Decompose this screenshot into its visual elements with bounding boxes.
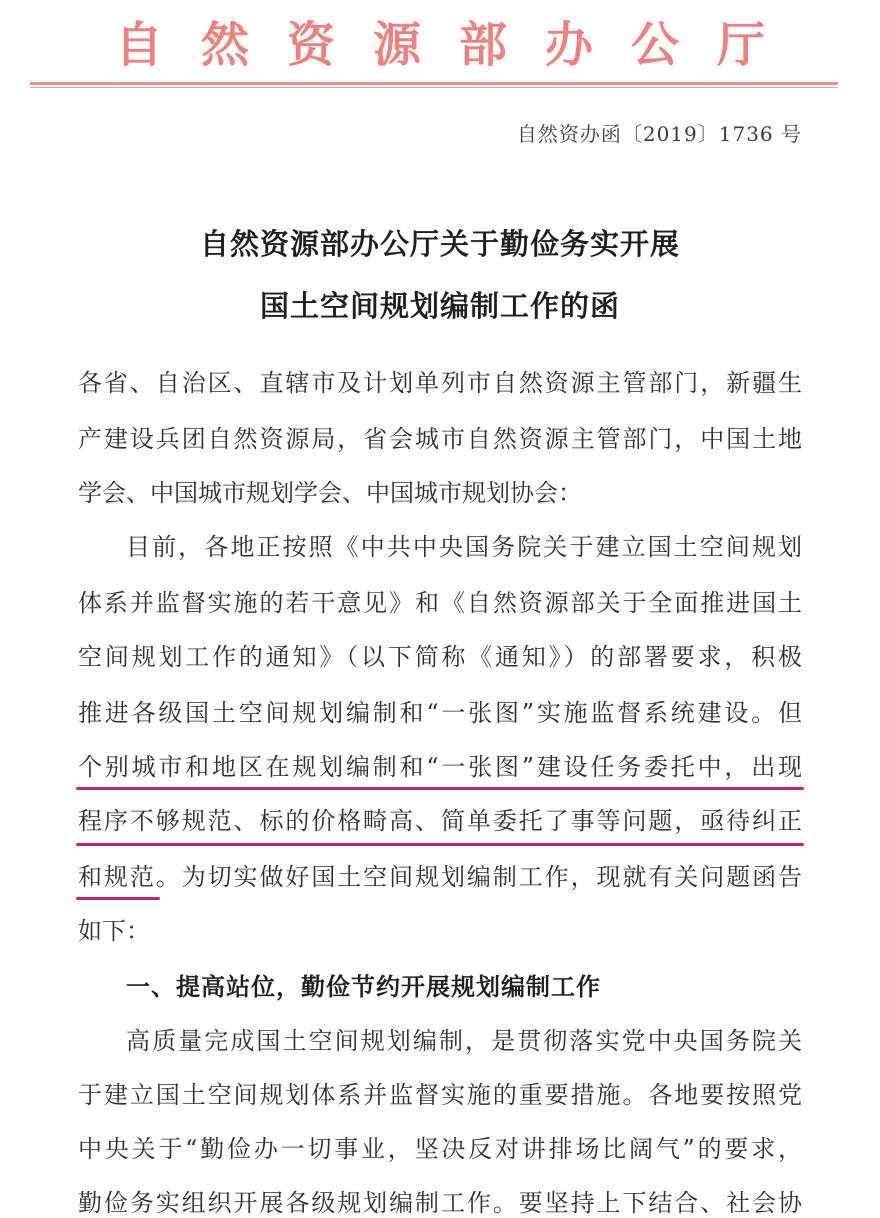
body-line: 个别城市和地区在规划编制和“一张图”建设任务委托中，出现	[78, 753, 802, 781]
body-line: 高质量完成国土空间规划编制，是贯彻落实党中央国务院关	[126, 1027, 802, 1055]
body-line: 程序不够规范、标的价格畸高、简单委托了事等问题，亟待纠正	[78, 807, 802, 835]
document-title-line-1: 自然资源部办公厅关于勤俭务实开展	[199, 227, 680, 261]
body-line: 空间规划工作的通知》（以下简称《通知》）的部署要求，积极	[78, 643, 802, 671]
body-line: 学会、中国城市规划学会、中国城市规划协会：	[78, 479, 582, 507]
body-line: 和规范。为切实做好国土空间规划编制工作，现就有关问题函告	[78, 863, 802, 891]
body-line: 于建立国土空间规划体系并监督实施的重要措施。各地要按照党	[78, 1081, 802, 1109]
body-line: 推进各级国土空间规划编制和“一张图”实施监督系统建设。但	[78, 699, 802, 727]
masthead-title: 自然资源部办公厅	[114, 17, 803, 73]
emphasis-underline	[76, 787, 804, 790]
emphasis-underline	[76, 843, 804, 846]
body-line: 体系并监督实施的若干意见》和《自然资源部关于全面推进国土	[78, 589, 802, 617]
masthead-rule-thick	[30, 82, 838, 85]
body-line: 勤俭务实组织开展各级规划编制工作。要坚持上下结合、社会协	[78, 1189, 802, 1217]
body-line: 中央关于“勤俭办一切事业，坚决反对讲排场比阔气”的要求，	[78, 1135, 802, 1163]
document-number: 自然资办函〔2019〕1736 号	[516, 122, 802, 146]
body-line: 如下：	[78, 917, 150, 945]
body-line: 产建设兵团自然资源局，省会城市自然资源主管部门，中国土地	[78, 425, 802, 453]
section-heading: 一、提高站位，勤俭节约开展规划编制工作	[126, 973, 601, 1001]
body-line: 目前，各地正按照《中共中央国务院关于建立国土空间规划	[126, 533, 802, 561]
emphasis-underline	[76, 897, 160, 900]
document-title-line-2: 国土空间规划编制工作的函	[259, 289, 620, 323]
body-line: 各省、自治区、直辖市及计划单列市自然资源主管部门，新疆生	[78, 369, 802, 397]
masthead-rule-thin	[30, 87, 838, 88]
